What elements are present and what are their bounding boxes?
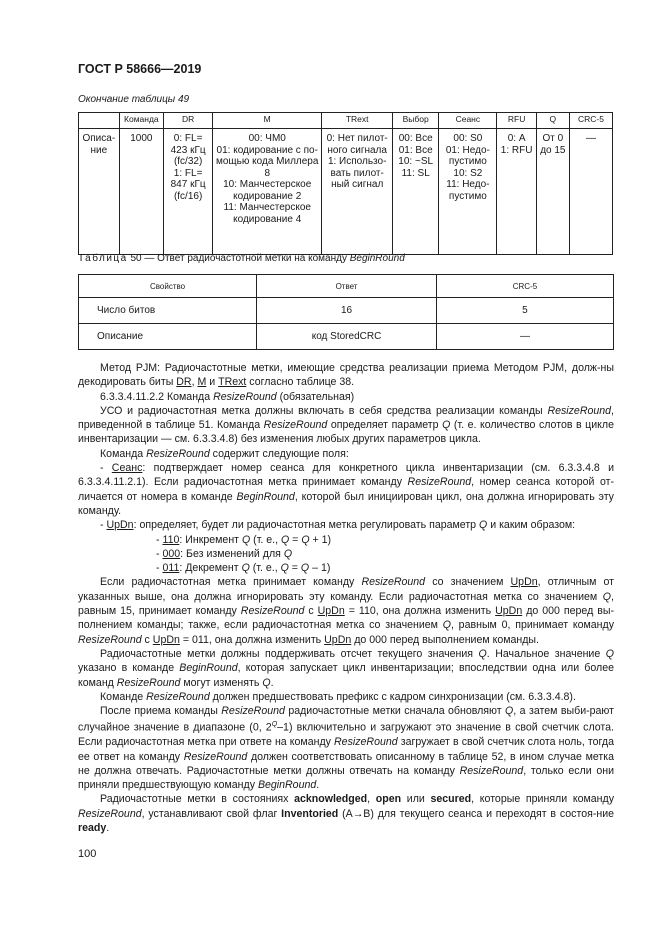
caption-command: BeginRound: [349, 253, 405, 264]
paragraph: УСО и радиочастотная метка должны включать в себя средства реализации команды ResizeRound, приведенной в таблице 51. Команда ResizeRound определяет параметр Q (т. е. количество слотов в цикле инвентаризации — см. 6.3.3.4.8) без изменения любых других параметров цикла.: [78, 404, 614, 446]
table-cell: 16: [257, 298, 437, 324]
table-header-cell: Сеанс: [439, 113, 497, 129]
table-cell: 0: А 1: RFU: [497, 129, 536, 255]
table-row: [79, 298, 614, 324]
table-header-cell: Q: [536, 113, 569, 129]
paragraph: Радиочастотные метки должны поддерживать отсчет текущего значения Q. Начальное значение Q указано в команде BeginRound, которая запускает цикл инвентаризации; впоследствии одна или более команд ResizeRound могут изменять Q.: [78, 647, 614, 689]
table-header-cell: DR: [164, 113, 213, 129]
table-header-cell: CRC-5: [436, 275, 613, 298]
table-cell: —: [569, 129, 612, 255]
caption-prefix: Таблица: [78, 253, 128, 264]
paragraph: - UpDn: определяет, будет ли радиочастотная метка регулировать параметр Q и каким образом:: [100, 519, 576, 532]
table-cell: 0: Нет пилот- ного сигнала 1: Использо- вать пилот- ный сигнал: [322, 129, 393, 255]
paragraph: После приема команды ResizeRound радиочастотные метки сначала обновляют Q, а затем выби-рают случайное значение в диапазоне (0, $2^Q-1$) включительно и загружают это значение в свой счетчик слота. Если радиочастотная метка при ответе на команду ResizeRound загружает в свой счетчик слота ноль, тогда ее ответ на команду ResizeRound должен соответствовать описанному в таблице 52, в ином случае метка не должна отвечать. Радиочастотные метки должны отвечать на команду ResizeRound, только если они приняли предшествующую команду BeginRound.: [78, 705, 615, 792]
table-row: [79, 129, 613, 255]
page-number: 100: [78, 848, 97, 860]
table-cell: —: [436, 324, 613, 350]
table-header-row: [79, 113, 613, 129]
table-49-caption: Окончание таблицы 49: [78, 94, 190, 105]
list-item: - 110: Инкремент Q (т. е., Q = Q + 1): [156, 533, 332, 546]
table-header-cell: M: [213, 113, 322, 129]
table-header-cell: CRC-5: [569, 113, 612, 129]
table-49: [78, 112, 613, 255]
paragraph: Метод PJM: Радиочастотные метки, имеющие средства реализации приема Методом PJM, долж-ны декодировать биты DR, M и TRext согласно таблице 38.: [78, 362, 614, 389]
list-item: - 011: Декремент Q (т. е., Q = Q – 1): [156, 562, 331, 575]
table-cell: Число битов: [79, 298, 257, 324]
table-cell: 00: ЧМ0 01: кодирование с по- мощью кода Миллера 8 10: Манчестерское кодирование 2 11: Манчестерское кодирование 4: [213, 129, 322, 255]
table-cell: код StoredCRC: [257, 324, 437, 350]
table-cell: 0: FL= 423 кГц (fc/32) 1: FL= 847 кГц (fc/16): [164, 129, 213, 255]
table-header-cell: Выбор: [393, 113, 439, 129]
table-header-cell: Команда: [119, 113, 163, 129]
table-header-cell: Свойство: [79, 275, 257, 298]
paragraph: Радиочастотные метки в состояниях acknowledged, open или secured, которые приняли команду ResizeRound, устанавливают свой флаг Inventoried (A→B) для текущего сеанса и переходят в состоя-ние ready.: [78, 793, 615, 835]
table-header-cell: [79, 113, 120, 129]
table-row: [79, 324, 614, 350]
paragraph: - Сеанс: подтверждает номер сеанса для конкретного цикла инвентаризации (см. 6.3.3.4.8 и 6.3.3.4.11.2.1). Если радиочастотная метка принимает команду ResizeRound, номер сеанса которой от-личается от номера в команде BeginRound, которой был инициирован цикл, она должна игнорировать эту команду.: [78, 462, 614, 517]
table-50: [78, 274, 614, 350]
table-cell: 00: Все 01: Все 10: ~SL 11: SL: [393, 129, 439, 255]
section-heading: 6.3.3.4.11.2.2 Команда ResizeRound (обязательная): [100, 390, 355, 403]
document-id: ГОСТ Р 58666—2019: [78, 62, 202, 76]
paragraph: Если радиочастотная метка принимает команду ResizeRound со значением UpDn, отличным от указанных выше, она должна игнорировать эту команду. Если радиочастотная метка со значением Q, равным 15, принимает команду ResizeRound с UpDn = 110, она должна изменить UpDn до 000 перед вы-полнением команды; также, если радиочастотная метка со значением Q, равным 0, принимает команду ResizeRound с UpDn = 011, она должна изменить UpDn до 000 перед выполнением команды.: [78, 576, 615, 646]
paragraph: Команда ResizeRound содержит следующие поля:: [100, 447, 349, 460]
caption-text: 50 — Ответ радиочастотной метки на команду: [127, 253, 350, 264]
table-cell: 00: S0 01: Недо- пустимо 10: S2 11: Недо- пустимо: [439, 129, 497, 255]
body-text: [78, 361, 614, 835]
table-header-cell: RFU: [497, 113, 536, 129]
paragraph: Команде ResizeRound должен предшествовать префикс с кадром синхронизации (см. 6.3.3.4.8).: [100, 690, 576, 703]
table-50-caption: [78, 253, 405, 264]
table-header-cell: TRext: [322, 113, 393, 129]
table-cell: Описание: [79, 324, 257, 350]
table-header-cell: Ответ: [257, 275, 437, 298]
list-item: - 000: Без изменений для Q: [156, 547, 293, 560]
table-cell: 1000: [119, 129, 163, 255]
table-cell: От 0 до 15: [536, 129, 569, 255]
table-header-row: [79, 275, 614, 298]
table-cell: 5: [436, 298, 613, 324]
table-cell: Описа- ние: [79, 129, 120, 255]
